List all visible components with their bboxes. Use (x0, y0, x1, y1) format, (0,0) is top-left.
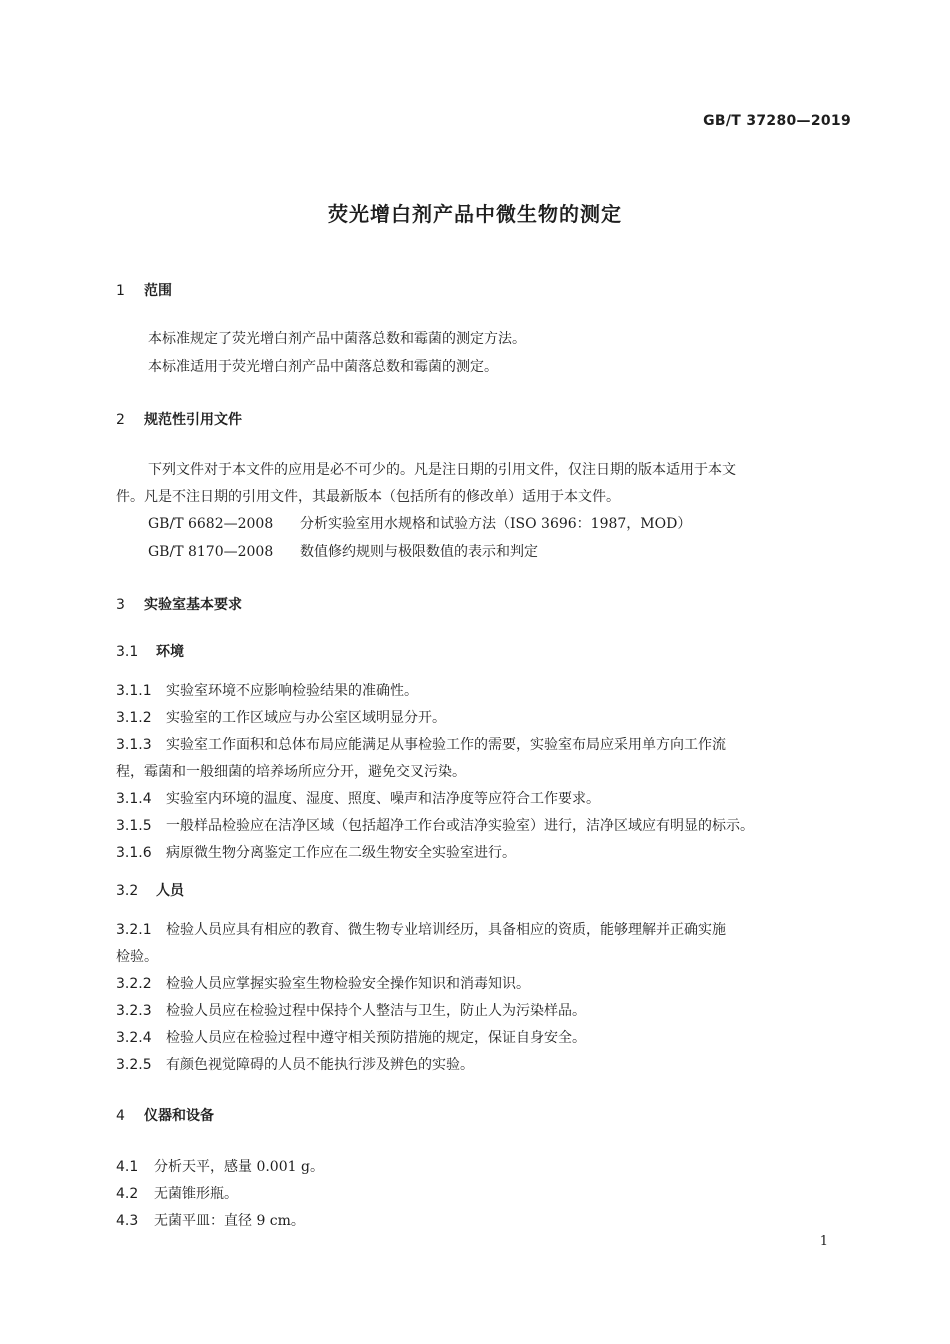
normative-reference (148, 541, 538, 561)
clause-text: 检验人员应掌握实验室生物检验安全操作知识和消毒知识。 (166, 976, 530, 992)
clause-number: 4.2 (116, 1186, 139, 1202)
section-number: 1 (116, 283, 125, 299)
section-1-heading (116, 280, 172, 300)
clause (116, 707, 446, 727)
clause-text: 有颜色视觉障碍的人员不能执行涉及辨色的实验。 (166, 1057, 474, 1073)
clause-text: 无菌平皿：直径 9 cm。 (154, 1213, 305, 1229)
subsection-number: 3.2 (116, 883, 139, 899)
section-2-heading (116, 409, 242, 429)
page-number: 1 (819, 1234, 828, 1249)
clause (116, 1054, 474, 1074)
clause-text: 无菌锥形瓶。 (154, 1186, 238, 1202)
clause-number: 3.2.3 (116, 1003, 152, 1019)
clause-number: 4.1 (116, 1159, 139, 1175)
subsection-3-1-heading (116, 641, 184, 661)
clause (116, 1183, 238, 1203)
clause (116, 680, 418, 700)
clause-number: 3.1.5 (116, 818, 152, 834)
paragraph: 本标准适用于荧光增白剂产品中菌落总数和霉菌的测定。 (148, 359, 498, 375)
clause (116, 1210, 305, 1230)
section-title: 规范性引用文件 (144, 412, 242, 428)
section-number: 2 (116, 412, 125, 428)
clause-text: 检验人员应在检验过程中遵守相关预防措施的规定，保证自身安全。 (166, 1030, 586, 1046)
clause-number: 3.2.5 (116, 1057, 152, 1073)
clause-text: 病原微生物分离鉴定工作应在二级生物安全实验室进行。 (166, 845, 516, 861)
clause-continuation: 程，霉菌和一般细菌的培养场所应分开，避免交叉污染。 (116, 764, 466, 780)
subsection-3-2-heading (116, 880, 184, 900)
clause-number: 3.1.3 (116, 737, 152, 753)
clause (116, 815, 754, 835)
paragraph-line: 件。凡是不注日期的引用文件，其最新版本（包括所有的修改单）适用于本文件。 (116, 489, 620, 505)
clause-number: 3.1.4 (116, 791, 152, 807)
section-number: 4 (116, 1108, 125, 1124)
reference-title: 分析实验室用水规格和试验方法（ISO 3696：1987，MOD） (300, 516, 692, 532)
clause (116, 734, 726, 754)
clause (116, 788, 600, 808)
clause (116, 842, 516, 862)
clause-number: 3.2.4 (116, 1030, 152, 1046)
clause-text: 实验室内环境的温度、湿度、照度、噪声和洁净度等应符合工作要求。 (166, 791, 600, 807)
reference-title: 数值修约规则与极限数值的表示和判定 (300, 544, 538, 560)
clause-text: 检验人员应具有相应的教育、微生物专业培训经历，具备相应的资质，能够理解并正确实施 (166, 922, 726, 938)
clause-number: 3.2.1 (116, 922, 152, 938)
section-4-heading (116, 1105, 214, 1125)
document-title: 荧光增白剂产品中微生物的测定 (328, 202, 622, 226)
reference-code: GB/T 6682—2008 (148, 516, 274, 532)
paragraph-line: 下列文件对于本文件的应用是必不可少的。凡是注日期的引用文件，仅注日期的版本适用于本文 (148, 462, 736, 478)
clause (116, 1156, 324, 1176)
standard-number: GB/T 37280—2019 (703, 113, 851, 129)
clause-number: 3.2.2 (116, 976, 152, 992)
section-title: 实验室基本要求 (144, 597, 242, 613)
clause-text: 实验室工作面积和总体布局应能满足从事检验工作的需要，实验室布局应采用单方向工作流 (166, 737, 726, 753)
section-number: 3 (116, 597, 125, 613)
subsection-title: 人员 (156, 883, 184, 899)
normative-reference (148, 513, 691, 533)
clause-number: 3.1.1 (116, 683, 152, 699)
subsection-number: 3.1 (116, 644, 139, 660)
section-title: 范围 (144, 283, 172, 299)
clause-text: 分析天平，感量 0.001 g。 (154, 1159, 324, 1175)
clause (116, 973, 530, 993)
clause-continuation: 检验。 (116, 949, 158, 965)
section-title: 仪器和设备 (144, 1108, 214, 1124)
paragraph: 本标准规定了荧光增白剂产品中菌落总数和霉菌的测定方法。 (148, 331, 526, 347)
clause (116, 919, 726, 939)
section-3-heading (116, 594, 242, 614)
clause-text: 检验人员应在检验过程中保持个人整洁与卫生，防止人为污染样品。 (166, 1003, 586, 1019)
clause-text: 实验室环境不应影响检验结果的准确性。 (166, 683, 418, 699)
subsection-title: 环境 (156, 644, 184, 660)
reference-code: GB/T 8170—2008 (148, 544, 274, 560)
clause-number: 3.1.6 (116, 845, 152, 861)
clause-number: 3.1.2 (116, 710, 152, 726)
clause-number: 4.3 (116, 1213, 139, 1229)
clause-text: 实验室的工作区域应与办公室区域明显分开。 (166, 710, 446, 726)
clause (116, 1027, 586, 1047)
clause (116, 1000, 586, 1020)
clause-text: 一般样品检验应在洁净区域（包括超净工作台或洁净实验室）进行，洁净区域应有明显的标示。 (166, 818, 754, 834)
